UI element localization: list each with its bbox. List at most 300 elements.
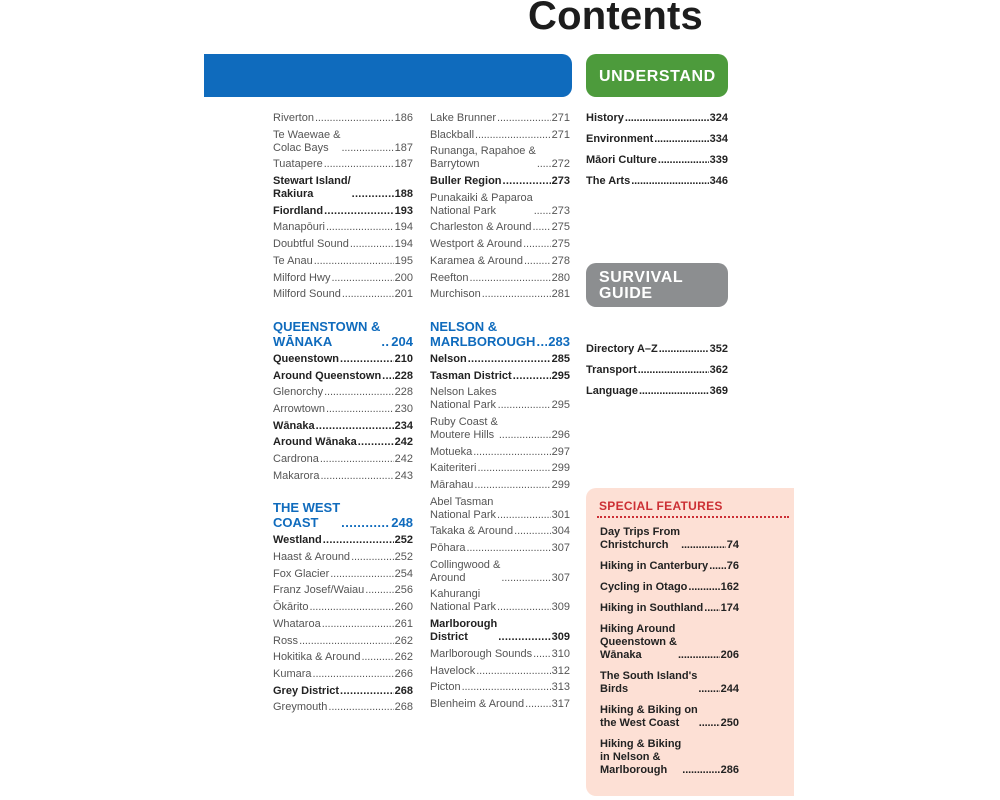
- toc-column-survival: [586, 343, 728, 406]
- toc-entry-title: Te Waewae & Colac Bays: [273, 128, 341, 154]
- toc-entry-title: Nelson Lakes National Park: [430, 386, 497, 412]
- toc-entry[interactable]: [430, 618, 570, 644]
- toc-entry[interactable]: [430, 192, 570, 218]
- toc-entry-page: 273: [551, 204, 570, 217]
- toc-entry-title: Hiking & Biking on the West Coast: [600, 704, 698, 729]
- toc-entry[interactable]: [600, 526, 739, 552]
- toc-entry[interactable]: [586, 364, 728, 377]
- toc-entry-title: Westport & Around: [430, 238, 523, 251]
- dot-leader: [501, 572, 550, 585]
- toc-entry[interactable]: [430, 462, 570, 475]
- toc-entry-page: 295: [551, 369, 570, 382]
- toc-entry-title: Manapōuri: [273, 221, 325, 234]
- toc-entry[interactable]: [430, 112, 570, 125]
- toc-entry-page: 309: [551, 631, 570, 644]
- toc-entry[interactable]: [600, 704, 739, 730]
- blue-header-bar: [204, 54, 572, 97]
- toc-entry-page: 362: [709, 364, 728, 376]
- toc-entry[interactable]: [430, 446, 570, 459]
- dot-leader: [638, 364, 709, 377]
- dot-leader: [523, 238, 551, 251]
- toc-entry[interactable]: [586, 112, 728, 125]
- dot-leader: [351, 551, 394, 564]
- special-features-heading: SPECIAL FEATURES: [599, 499, 723, 513]
- toc-entry-title: Charleston & Around: [430, 221, 532, 234]
- toc-entry[interactable]: [600, 670, 739, 696]
- dot-leader: [328, 701, 393, 714]
- toc-entry[interactable]: [586, 154, 728, 167]
- dot-leader: [350, 238, 394, 251]
- dot-leader: [316, 420, 394, 433]
- toc-entry[interactable]: [273, 129, 413, 155]
- dot-leader: [473, 446, 550, 459]
- toc-entry-title: Greymouth: [273, 701, 328, 714]
- toc-entry-page: 210: [394, 352, 413, 365]
- toc-entry-title: Haast & Around: [273, 551, 351, 564]
- toc-entry-title: THE WEST COAST: [273, 500, 341, 531]
- toc-entry-title: Kahurangi National Park: [430, 588, 497, 614]
- toc-entry[interactable]: [273, 403, 413, 416]
- dot-leader: [462, 681, 551, 694]
- toc-entry-page: 228: [394, 386, 413, 399]
- toc-entry-title: Language: [586, 385, 638, 397]
- toc-entry-page: 346: [709, 175, 728, 187]
- toc-entry-title: Abel Tasman National Park: [430, 495, 497, 521]
- toc-entry[interactable]: [600, 602, 739, 615]
- dot-leader: [324, 158, 394, 171]
- dot-leader: [533, 221, 551, 234]
- toc-entry-page: 275: [551, 238, 570, 251]
- toc-entry-title: The Arts: [586, 175, 631, 187]
- dot-leader: [533, 648, 551, 661]
- toc-entry-title: Westland: [273, 534, 322, 547]
- toc-entry-page: 194: [394, 221, 413, 234]
- toc-entry-title: Fiordland: [273, 204, 324, 217]
- toc-entry-title: Lake Brunner: [430, 112, 497, 124]
- toc-entry[interactable]: [430, 588, 570, 614]
- toc-entry-title: Queenstown: [273, 352, 340, 365]
- dot-leader: [658, 154, 709, 167]
- toc-entry-page: 195: [394, 254, 413, 267]
- toc-entry-title: Buller Region: [430, 175, 502, 188]
- toc-entry[interactable]: [273, 370, 413, 383]
- toc-entry-page: 273: [551, 175, 570, 188]
- toc-entry[interactable]: [586, 385, 728, 398]
- dot-leader: [497, 112, 551, 125]
- toc-entry[interactable]: [430, 525, 570, 538]
- toc-entry[interactable]: [273, 205, 413, 218]
- toc-entry[interactable]: [430, 221, 570, 234]
- toc-entry-page: 266: [394, 667, 413, 680]
- toc-entry-title: Arrowtown: [273, 402, 325, 415]
- toc-entry[interactable]: [430, 665, 570, 678]
- toc-entry-title: Hiking Around Queenstown & Wānaka: [600, 623, 678, 661]
- toc-entry[interactable]: [430, 319, 570, 349]
- toc-entry-title: Ross: [273, 634, 299, 647]
- dot-leader: [537, 158, 551, 171]
- toc-entry-page: 254: [394, 567, 413, 580]
- section-heading-nelson[interactable]: [430, 319, 570, 349]
- dot-leader: [699, 717, 720, 730]
- toc-entry-page: 260: [394, 601, 413, 614]
- toc-entry-page: 256: [394, 584, 413, 597]
- toc-column-2: [430, 112, 570, 715]
- toc-entry-title: Day Trips From Christchurch: [600, 526, 681, 551]
- dot-leader: [341, 142, 393, 155]
- toc-entry[interactable]: [430, 496, 570, 522]
- toc-entry[interactable]: [273, 353, 413, 366]
- toc-entry-title: Milford Hwy: [273, 271, 331, 284]
- toc-entry[interactable]: [273, 470, 413, 483]
- toc-entry[interactable]: [273, 288, 413, 301]
- toc-entry-title: Hiking in Canterbury: [600, 560, 709, 572]
- toc-entry-page: 268: [394, 684, 413, 697]
- toc-entry[interactable]: [273, 221, 413, 234]
- toc-entry[interactable]: [273, 584, 413, 597]
- toc-entry-title: Hiking & Biking in Nelson & Marlborough: [600, 738, 682, 776]
- dot-leader: [698, 683, 719, 696]
- dot-leader: [352, 188, 394, 201]
- toc-entry[interactable]: [600, 581, 739, 594]
- toc-entry-title: Glenorchy: [273, 386, 324, 399]
- toc-entry-page: 301: [551, 508, 570, 521]
- toc-entry[interactable]: [586, 175, 728, 188]
- toc-entry-title: Nelson: [430, 352, 467, 365]
- dot-leader: [468, 353, 551, 366]
- toc-entry-page: 295: [551, 399, 570, 412]
- toc-entry-title: Makarora: [273, 469, 320, 482]
- toc-entry-page: 174: [720, 602, 739, 614]
- toc-entry-title: History: [586, 112, 624, 124]
- dot-leader: [513, 370, 551, 383]
- toc-entry[interactable]: [430, 542, 570, 555]
- toc-entry-page: 206: [720, 649, 739, 661]
- toc-entry-page: 299: [551, 462, 570, 475]
- dot-leader: [688, 581, 719, 594]
- toc-entry[interactable]: [430, 370, 570, 383]
- toc-entry[interactable]: [273, 635, 413, 648]
- survival-guide-tab: SURVIVAL GUIDE: [586, 263, 728, 307]
- toc-entry-title: Hokitika & Around: [273, 651, 361, 664]
- toc-entry-title: Collingwood & Around: [430, 558, 501, 584]
- toc-entry[interactable]: [430, 175, 570, 188]
- toc-entry[interactable]: [430, 698, 570, 711]
- toc-entry-title: Ōkārito: [273, 601, 309, 614]
- toc-entry-page: 242: [394, 453, 413, 465]
- toc-entry-page: 230: [394, 402, 413, 415]
- toc-entry[interactable]: [600, 738, 739, 777]
- dot-leader: [358, 436, 394, 449]
- toc-entry[interactable]: [273, 319, 413, 349]
- toc-entry-page: 312: [551, 664, 570, 677]
- dot-leader: [313, 668, 394, 681]
- special-features-divider: [597, 516, 789, 518]
- dot-leader: [536, 334, 547, 349]
- toc-entry-page: 275: [551, 221, 570, 234]
- dot-leader: [514, 525, 550, 538]
- toc-entry-page: 186: [394, 112, 413, 124]
- dot-leader: [525, 698, 550, 711]
- toc-entry-page: 74: [726, 539, 739, 551]
- dot-leader: [470, 272, 551, 285]
- dot-leader: [342, 288, 394, 301]
- toc-entry-page: 244: [720, 683, 739, 695]
- toc-entry-title: Picton: [430, 681, 461, 694]
- toc-entry-title: QUEENSTOWN & WĀNAKA: [273, 318, 381, 349]
- toc-entry-page: 76: [726, 560, 739, 572]
- toc-entry-title: Wānaka: [273, 419, 315, 432]
- toc-entry-title: Ruby Coast & Moutere Hills: [430, 415, 498, 441]
- section-heading-west-coast[interactable]: [273, 500, 413, 530]
- toc-entry-title: Runanga, Rapahoe & Barrytown: [430, 145, 536, 171]
- toc-entry-title: Doubtful Sound: [273, 238, 349, 251]
- toc-entry-title: Murchison: [430, 288, 481, 301]
- toc-entry-page: 280: [551, 271, 570, 284]
- toc-entry[interactable]: [430, 255, 570, 268]
- toc-entry-page: 317: [551, 697, 570, 710]
- toc-entry-page: 299: [551, 479, 570, 491]
- toc-entry-title: Havelock: [430, 664, 476, 677]
- toc-entry[interactable]: [273, 601, 413, 614]
- toc-entry[interactable]: [430, 129, 570, 142]
- dot-leader: [326, 403, 394, 416]
- dot-leader: [320, 453, 394, 466]
- toc-entry-title: Blenheim & Around: [430, 697, 525, 710]
- toc-entry-title: Around Queenstown: [273, 369, 382, 382]
- dot-leader: [498, 399, 551, 412]
- toc-column-1: [273, 112, 413, 718]
- dot-leader: [625, 112, 709, 125]
- section-heading-queenstown[interactable]: [273, 319, 413, 349]
- toc-column-understand: [586, 112, 728, 196]
- toc-entry[interactable]: [273, 685, 413, 698]
- dot-leader: [361, 651, 393, 664]
- toc-entry-title: Reefton: [430, 271, 469, 284]
- toc-entry[interactable]: [273, 618, 413, 631]
- toc-entry[interactable]: [430, 353, 570, 366]
- toc-entry-page: 309: [551, 601, 570, 614]
- toc-entry-page: 281: [551, 288, 570, 301]
- toc-entry-title: Tuatapere: [273, 158, 323, 171]
- toc-entry[interactable]: [273, 112, 413, 125]
- toc-entry-page: 201: [394, 288, 413, 301]
- toc-entry[interactable]: [273, 272, 413, 285]
- toc-entry-title: Tasman District: [430, 369, 512, 382]
- toc-entry-page: 242: [394, 436, 413, 449]
- dot-leader: [330, 568, 393, 581]
- toc-entry-title: NELSON & MARLBOROUGH: [430, 318, 536, 349]
- toc-entry[interactable]: [273, 668, 413, 681]
- toc-entry-page: 234: [394, 419, 413, 432]
- toc-entry-title: Kumara: [273, 667, 312, 680]
- dot-leader: [524, 255, 551, 268]
- toc-entry-page: 307: [551, 542, 570, 555]
- dot-leader: [341, 515, 390, 530]
- toc-entry-page: 334: [709, 133, 728, 145]
- toc-entry-page: 193: [394, 204, 413, 217]
- toc-entry-page: 285: [551, 352, 570, 365]
- toc-entry[interactable]: [430, 288, 570, 301]
- toc-entry-page: 187: [394, 141, 413, 154]
- dot-leader: [381, 334, 390, 349]
- toc-entry-page: 307: [551, 571, 570, 584]
- understand-tab: UNDERSTAND: [586, 54, 728, 97]
- toc-entry-page: 339: [709, 154, 728, 166]
- toc-entry-page: 204: [391, 333, 413, 349]
- toc-entry-title: Whataroa: [273, 617, 321, 630]
- dot-leader: [631, 175, 708, 188]
- dot-leader: [498, 631, 550, 644]
- dot-leader: [639, 385, 709, 398]
- toc-entry[interactable]: [273, 551, 413, 564]
- toc-entry-page: 272: [551, 158, 570, 171]
- dot-leader: [659, 343, 709, 356]
- toc-entry[interactable]: [430, 648, 570, 661]
- toc-entry[interactable]: [430, 681, 570, 694]
- dot-leader: [466, 542, 550, 555]
- toc-entry-page: 369: [709, 385, 728, 397]
- dot-leader: [382, 370, 393, 383]
- dot-leader: [654, 133, 708, 146]
- special-features-list: [600, 526, 739, 785]
- toc-entry-title: Franz Josef/Waiau: [273, 584, 365, 597]
- toc-entry-page: 286: [720, 764, 739, 776]
- toc-entry-page: 268: [394, 701, 413, 714]
- toc-entry-title: Cycling in Otago: [600, 581, 688, 593]
- toc-entry[interactable]: [273, 158, 413, 171]
- toc-entry[interactable]: [430, 238, 570, 251]
- toc-entry-title: Transport: [586, 364, 637, 376]
- dot-leader: [499, 429, 551, 442]
- dot-leader: [315, 112, 394, 125]
- toc-entry-page: 278: [551, 254, 570, 267]
- dot-leader: [320, 470, 393, 483]
- toc-entry-page: 324: [709, 112, 728, 124]
- toc-entry-page: 200: [394, 271, 413, 284]
- toc-entry[interactable]: [273, 453, 413, 466]
- toc-entry[interactable]: [430, 145, 570, 171]
- toc-entry-page: 352: [709, 343, 728, 355]
- dot-leader: [497, 509, 551, 522]
- toc-entry[interactable]: [273, 436, 413, 449]
- toc-entry-title: The South Island's Birds: [600, 670, 698, 695]
- toc-entry[interactable]: [600, 560, 739, 573]
- toc-entry-title: Marlborough District: [430, 618, 498, 644]
- toc-entry-page: 252: [394, 551, 413, 564]
- toc-entry-page: 250: [720, 717, 739, 729]
- toc-entry-title: Māori Culture: [586, 154, 657, 166]
- dot-leader: [534, 205, 551, 218]
- toc-entry-title: Pōhara: [430, 542, 466, 555]
- dot-leader: [497, 601, 551, 614]
- dot-leader: [324, 386, 394, 399]
- toc-entry-page: 261: [394, 617, 413, 630]
- dot-leader: [678, 649, 720, 662]
- toc-entry-title: Motueka: [430, 445, 473, 458]
- dot-leader: [322, 618, 394, 631]
- toc-entry-page: 262: [394, 651, 413, 664]
- dot-leader: [309, 601, 393, 614]
- dot-leader: [340, 353, 394, 366]
- toc-entry[interactable]: [273, 386, 413, 399]
- toc-entry[interactable]: [586, 343, 728, 356]
- dot-leader: [324, 205, 394, 218]
- toc-entry-page: 187: [394, 158, 413, 171]
- toc-entry[interactable]: [273, 701, 413, 714]
- toc-entry-page: 243: [394, 469, 413, 482]
- toc-entry[interactable]: [273, 175, 413, 201]
- toc-entry-page: 297: [551, 445, 570, 458]
- dot-leader: [704, 602, 719, 615]
- toc-entry[interactable]: [430, 479, 570, 492]
- toc-entry-page: 310: [551, 647, 570, 660]
- toc-entry[interactable]: [273, 651, 413, 664]
- toc-entry-title: Around Wānaka: [273, 436, 357, 449]
- toc-entry[interactable]: [600, 623, 739, 662]
- toc-entry-page: 248: [391, 515, 413, 531]
- toc-entry-title: Stewart Island/ Rakiura: [273, 175, 351, 201]
- toc-entry-title: Marlborough Sounds: [430, 647, 533, 660]
- toc-entry[interactable]: [273, 534, 413, 547]
- dot-leader: [340, 685, 394, 698]
- dot-leader: [326, 221, 394, 234]
- toc-entry[interactable]: [430, 386, 570, 412]
- toc-entry-title: Hiking in Southland: [600, 602, 704, 614]
- toc-entry-page: 188: [394, 188, 413, 201]
- toc-entry-page: 194: [394, 238, 413, 251]
- toc-entry-title: Directory A–Z: [586, 343, 658, 355]
- toc-entry[interactable]: [430, 416, 570, 442]
- toc-entry-page: 228: [394, 369, 413, 382]
- toc-entry[interactable]: [586, 133, 728, 146]
- dot-leader: [503, 175, 551, 188]
- dot-leader: [709, 560, 726, 573]
- toc-entry-page: 296: [551, 428, 570, 441]
- toc-entry-title: Milford Sound: [273, 288, 341, 301]
- toc-entry[interactable]: [430, 272, 570, 285]
- dot-leader: [477, 462, 550, 475]
- toc-entry-title: Environment: [586, 133, 654, 145]
- toc-entry-page: 271: [551, 128, 570, 141]
- dot-leader: [299, 635, 394, 648]
- dot-leader: [682, 764, 719, 777]
- toc-entry-title: Riverton: [273, 112, 314, 124]
- toc-entry[interactable]: [273, 500, 413, 530]
- toc-entry-title: Cardrona: [273, 453, 319, 465]
- toc-entry-title: Blackball: [430, 128, 475, 141]
- toc-entry-page: 262: [394, 634, 413, 647]
- toc-entry[interactable]: [273, 420, 413, 433]
- toc-entry[interactable]: [273, 568, 413, 581]
- dot-leader: [476, 665, 550, 678]
- toc-entry-title: Te Anau: [273, 254, 313, 267]
- dot-leader: [314, 255, 394, 268]
- toc-entry-page: 313: [551, 681, 570, 694]
- dot-leader: [331, 272, 393, 285]
- toc-entry[interactable]: [273, 255, 413, 268]
- dot-leader: [482, 288, 551, 301]
- dot-leader: [474, 479, 550, 492]
- toc-entry-title: Karamea & Around: [430, 254, 523, 267]
- toc-entry-page: 304: [551, 525, 570, 538]
- dot-leader: [365, 584, 393, 597]
- toc-entry-title: Grey District: [273, 684, 340, 697]
- toc-entry-page: 271: [551, 112, 570, 124]
- toc-entry[interactable]: [273, 238, 413, 251]
- toc-entry-title: Kaiteriteri: [430, 462, 477, 475]
- toc-entry[interactable]: [430, 559, 570, 585]
- dot-leader: [681, 539, 726, 552]
